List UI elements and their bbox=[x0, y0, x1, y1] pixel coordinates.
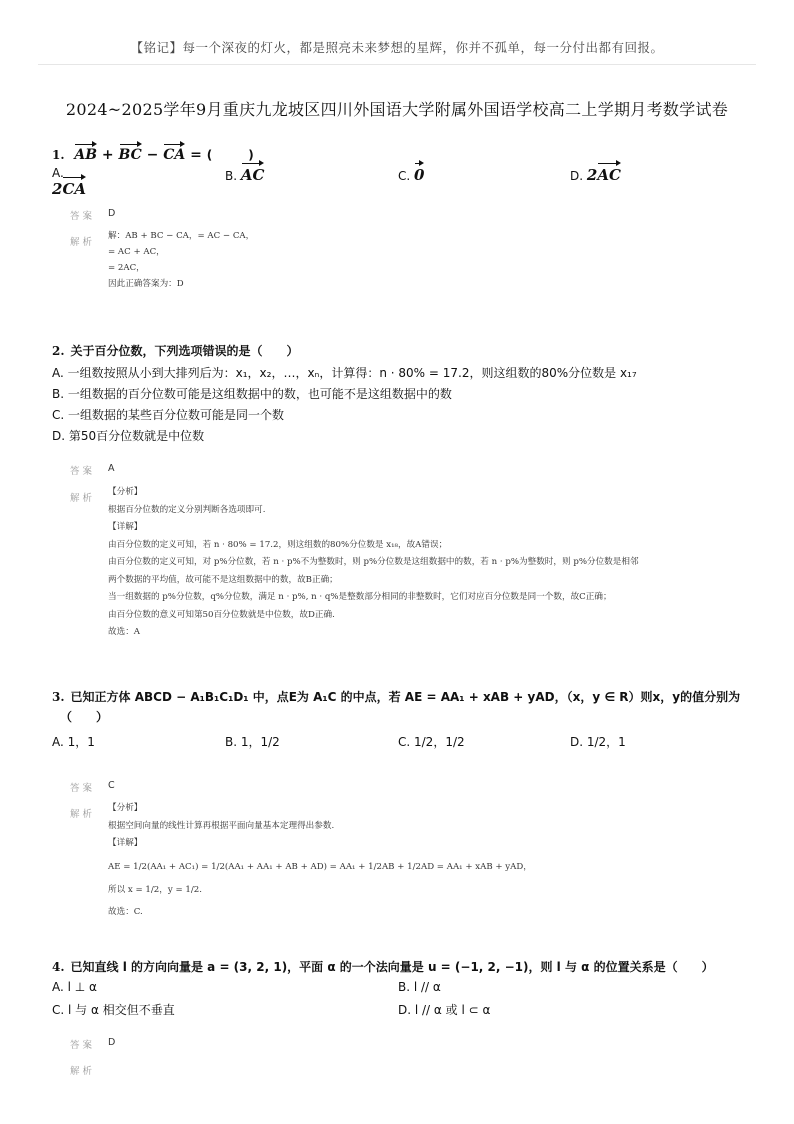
q1-answer-label: 答案 bbox=[70, 211, 96, 222]
q4-option-d[interactable]: D. l // α 或 l ⊂ α bbox=[398, 1003, 491, 1017]
question-1-stem: 1. AB + BC − CA = ( ) bbox=[52, 147, 254, 163]
q1-analysis-line: 因此正确答案为：D bbox=[108, 279, 184, 289]
q3-analysis-line: AE = 1/2(AA₁ + AC₁) = 1/2(AA₁ + AA₁ + AB + AD) = AA₁ + 1/2AB + 1/2AD = AA₁ + xAB + yAD， bbox=[108, 861, 532, 872]
q2-analysis-line: 由百分位数的定义可知，若 n · 80% = 17.2，则这组数的80%分位数是 x₁₈，故A错误； bbox=[108, 539, 448, 550]
q2-answer: A bbox=[108, 463, 115, 474]
q2-analysis-line: 【详解】 bbox=[108, 522, 143, 532]
q3-analysis-line: 所以 x = 1/2，y = 1/2. bbox=[108, 885, 202, 895]
q1-analysis-line: 解：AB + BC − CA，= AC − CA， bbox=[108, 231, 255, 241]
q2-option-b[interactable]: B. 一组数据的百分位数可能是这组数据中的数，也可能不是这组数据中的数 bbox=[52, 387, 452, 401]
q2-analysis-line: 两个数据的平均值，故可能不是这组数据中的数，故B正确； bbox=[108, 574, 338, 585]
q4-answer-label: 答案 bbox=[70, 1040, 96, 1051]
q2-analysis-line: 当一组数据的 p%分位数，q%分位数，满足 n · p%, n · q%是整数部分相同的非整数时，它们对应百分位数是同一个数，故C正确； bbox=[108, 592, 612, 602]
q2-analysis-line: 由百分位数的定义可知，对 p%分位数，若 n · p%不为整数时，则 p%分位数是这组数据中的数，若 n · p%为整数时，则 p%分位数是相邻 bbox=[108, 557, 639, 567]
q2-analysis-line: 由百分位数的意义可知第50百分位数就是中位数，故D正确. bbox=[108, 609, 335, 620]
q4-option-c[interactable]: C. l 与 α 相交但不垂直 bbox=[52, 1003, 175, 1017]
q3-analysis bbox=[108, 800, 532, 921]
q2-analysis-line: 根据百分位数的定义分别判断各选项即可. bbox=[108, 504, 266, 515]
question-2-stem: 2. 关于百分位数，下列选项错误的是（ ） bbox=[52, 344, 299, 358]
q3-analysis-label: 解析 bbox=[70, 809, 96, 820]
q1-analysis bbox=[108, 228, 254, 292]
question-3-stem-cont: （ ） bbox=[60, 710, 109, 724]
q1-option-b[interactable]: B. AC bbox=[225, 166, 265, 184]
header-divider bbox=[38, 64, 756, 65]
q1-analysis-line: = 2AC， bbox=[108, 263, 145, 273]
q2-analysis-label: 解析 bbox=[70, 493, 96, 504]
q1-analysis-line: = AC + AC， bbox=[108, 247, 165, 257]
q1-answer: D bbox=[108, 208, 116, 219]
q2-analysis-line: 故选：A bbox=[108, 627, 140, 637]
q2-option-c[interactable]: C. 一组数据的某些百分位数可能是同一个数 bbox=[52, 408, 285, 422]
motto-header: 【铭记】每一个深夜的灯火，都是照亮未来梦想的星辉，你并不孤单，每一分付出都有回报。 bbox=[130, 40, 664, 55]
q1-option-a[interactable]: A. 2CA bbox=[52, 166, 87, 198]
q3-option-a[interactable]: A. 1，1 bbox=[52, 735, 95, 749]
q2-option-d[interactable]: D. 第50百分位数就是中位数 bbox=[52, 429, 205, 443]
q3-analysis-line: 【分析】 bbox=[108, 803, 143, 813]
q1-analysis-label: 解析 bbox=[70, 237, 96, 248]
q1-option-c[interactable]: C. 0 bbox=[398, 166, 425, 184]
q4-option-a[interactable]: A. l ⊥ α bbox=[52, 980, 97, 994]
question-4-stem: 4. 已知直线 l 的方向向量是 a = (3, 2, 1)，平面 α 的一个法向量是 u = (−1, 2, −1)，则 l 与 α 的位置关系是（ ） bbox=[52, 960, 714, 974]
q2-analysis bbox=[108, 484, 639, 642]
q3-analysis-line: 根据空间向量的线性计算再根据平面向量基本定理得出参数. bbox=[108, 820, 335, 831]
q3-option-d[interactable]: D. 1/2，1 bbox=[570, 735, 626, 749]
q3-answer: C bbox=[108, 780, 115, 791]
q4-answer: D bbox=[108, 1037, 116, 1048]
q3-option-b[interactable]: B. 1，1/2 bbox=[225, 735, 280, 749]
q2-answer-label: 答案 bbox=[70, 466, 96, 477]
exam-title: 2024~2025学年9月重庆九龙坡区四川外国语大学附属外国语学校高二上学期月考数学试卷 bbox=[65, 100, 729, 119]
q2-option-a[interactable]: A. 一组数按照从小到大排列后为：x₁，x₂，…，xₙ，计算得：n · 80% = 17.2，则这组数的80%分位数是 x₁₇ bbox=[52, 366, 637, 380]
q3-analysis-line: 【详解】 bbox=[108, 838, 143, 848]
q2-analysis-line: 【分析】 bbox=[108, 487, 143, 497]
q4-analysis-label: 解析 bbox=[70, 1066, 96, 1077]
q1-option-d[interactable]: D. 2AC bbox=[570, 166, 621, 184]
q3-option-c[interactable]: C. 1/2，1/2 bbox=[398, 735, 465, 749]
q4-option-b[interactable]: B. l // α bbox=[398, 980, 441, 994]
q3-analysis-line: 故选：C. bbox=[108, 906, 143, 917]
question-3-stem: 3. 已知正方体 ABCD − A₁B₁C₁D₁ 中，点E为 A₁C 的中点，若 AE = AA₁ + xAB + yAD，（x，y ∈ R）则x，y的值分别为 bbox=[52, 690, 741, 704]
q3-answer-label: 答案 bbox=[70, 783, 96, 794]
